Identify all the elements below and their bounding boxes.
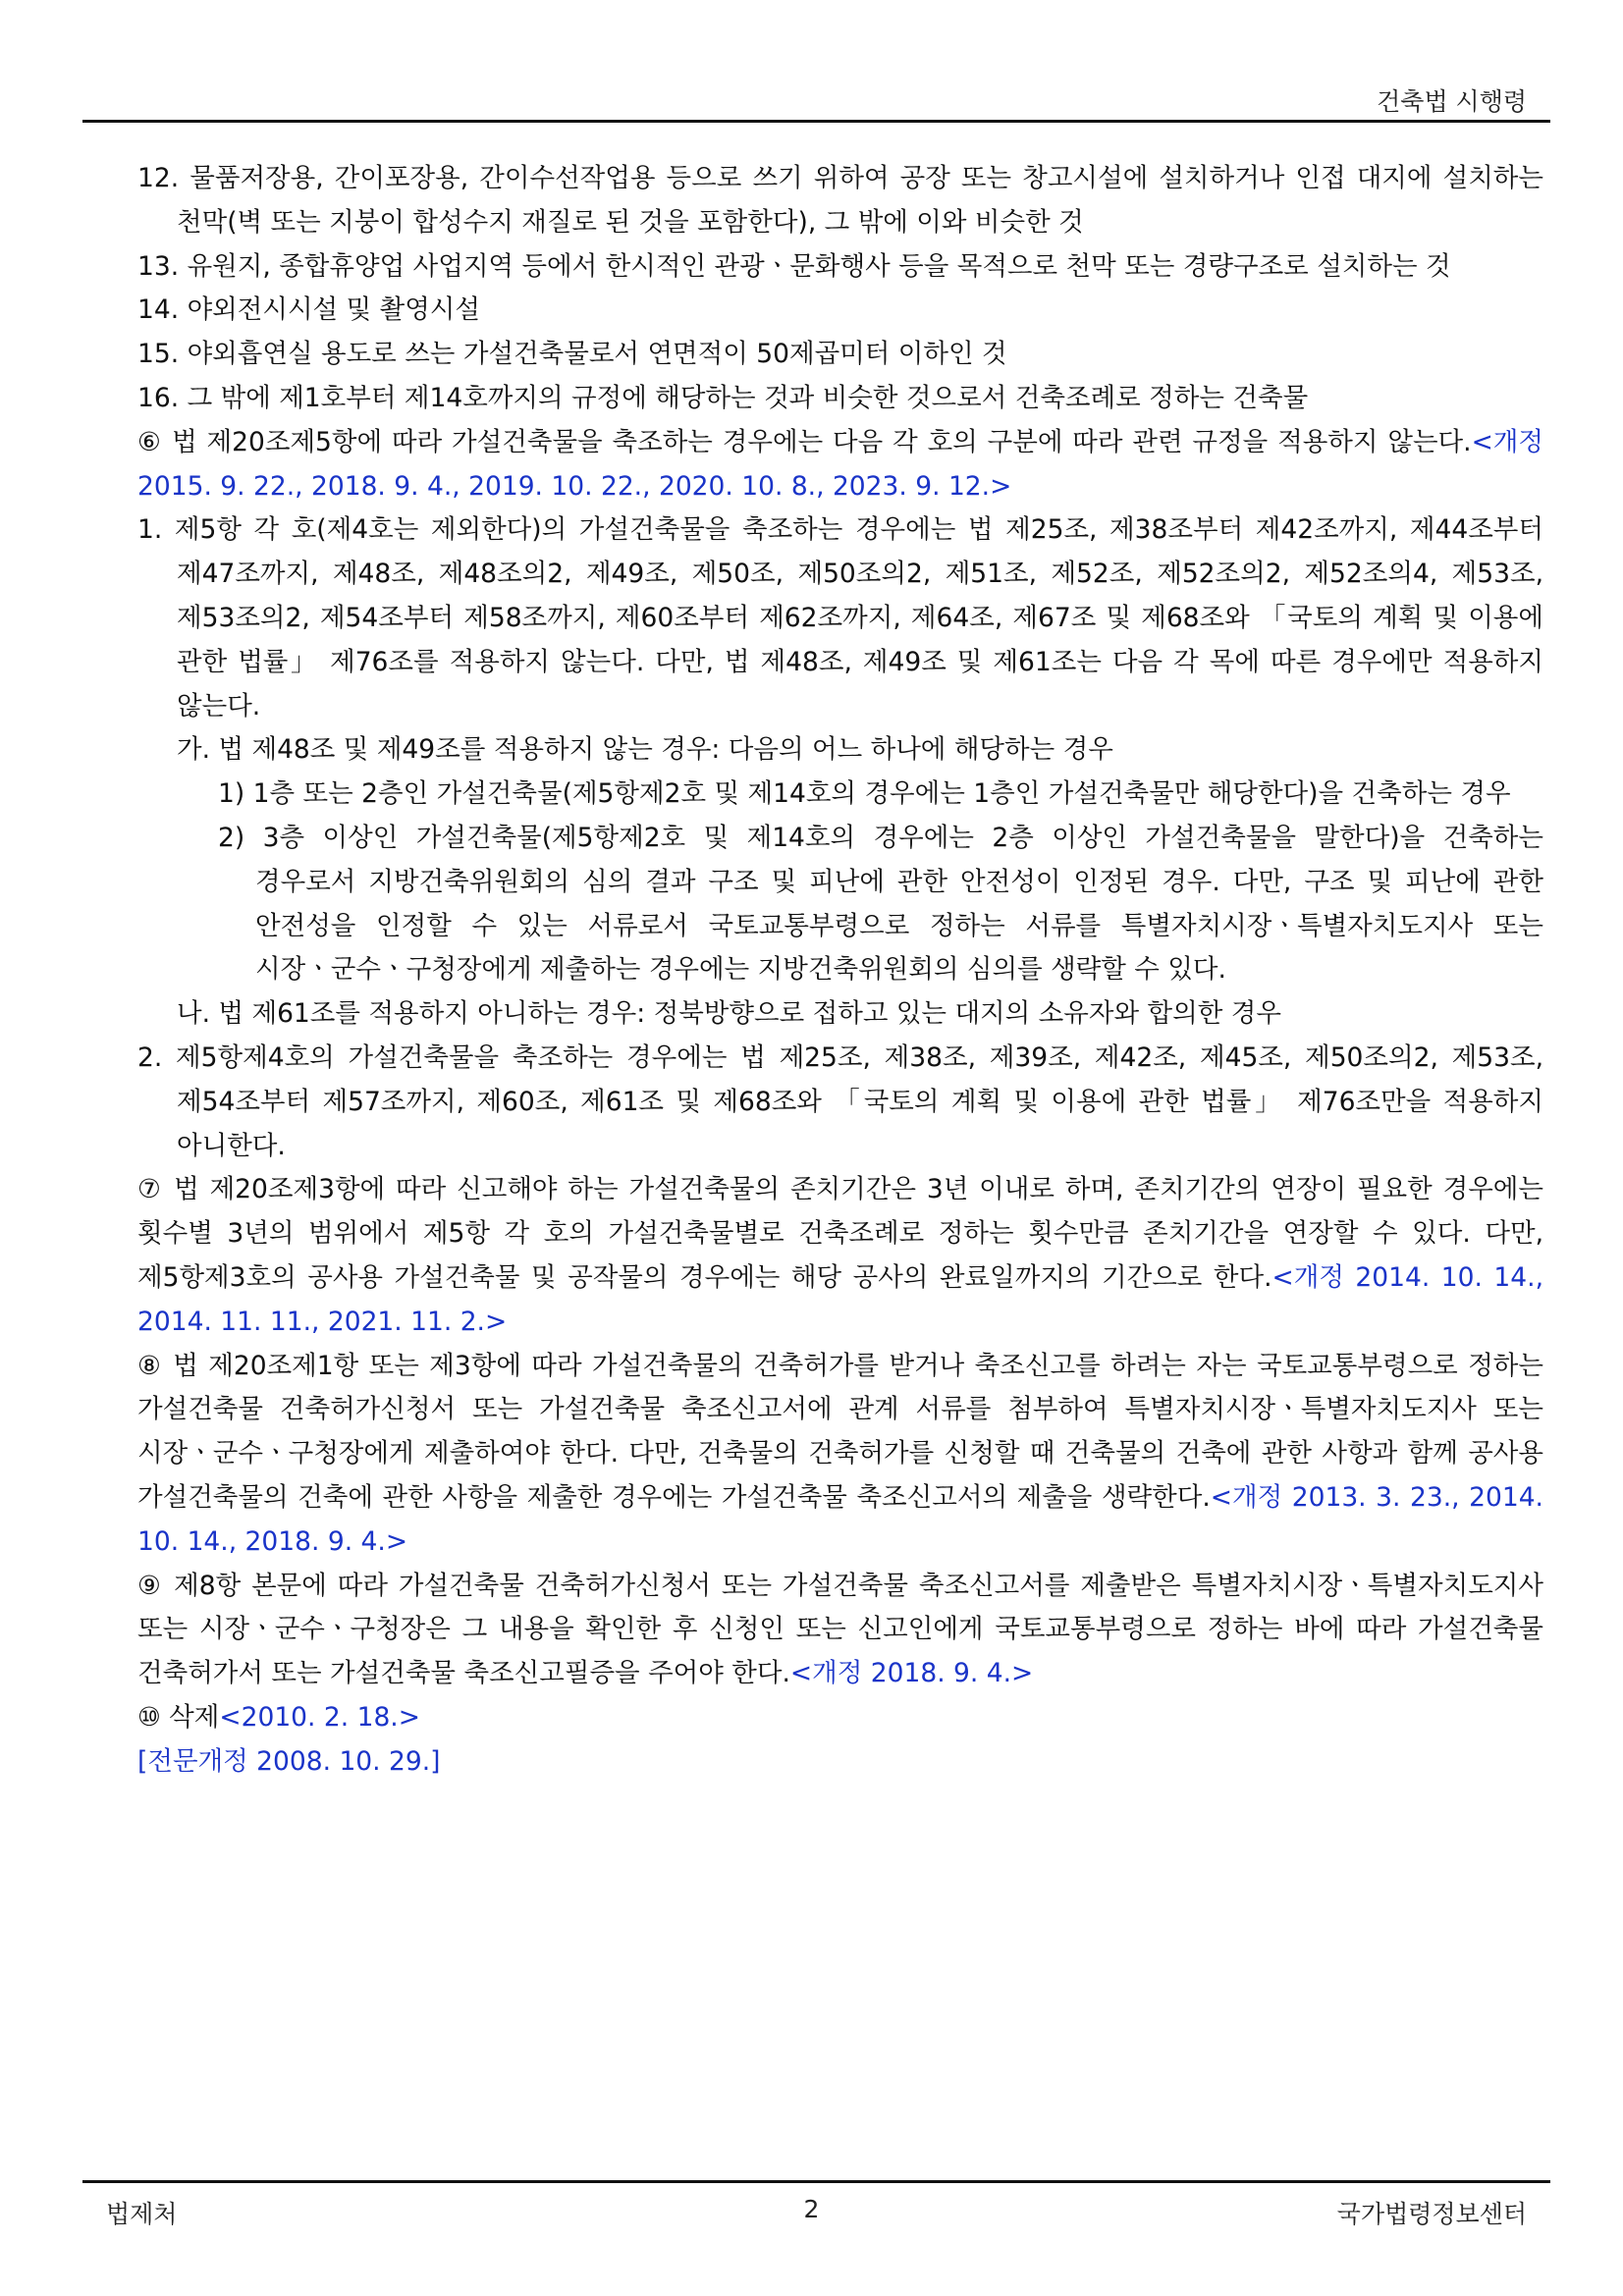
paragraph-text: 나. 법 제61조를 적용하지 아니하는 경우: 정북방향으로 접하고 있는 대지의 소유자와 합의한 경우 [177,998,1281,1030]
paragraph-text: 16. 그 밖에 제1호부터 제14호까지의 규정에 해당하는 것과 비슷한 것으로서 건축조례로 정하는 건축물 [137,382,1309,413]
footer-publisher: 법제처 [106,2200,178,2228]
paragraph-text: 2. 제5항제4호의 가설건축물을 축조하는 경우에는 법 제25조, 제38조, 제39조, 제42조, 제45조, 제50조의2, 제53조, 제54조부터 제57조까지, 제60조, 제61조 및 제68조와 「국토의 계획 및 이용에 관한 법률」 제76조만을 적용하지 아니한다. [137,1041,1543,1161]
clause-6-item-1-ga-2 [137,817,1543,992]
running-header-title: 건축법 시행령 [1377,87,1527,116]
item-14 [137,289,1543,333]
page-number: 2 [803,2195,820,2223]
paragraph-text: ⑨ 제8항 본문에 따라 가설건축물 건축허가신청서 또는 가설건축물 축조신고서를 제출받은 특별자치시장ㆍ특별자치도지사 또는 시장ㆍ군수ㆍ구청장은 그 내용을 확인한 후 신청인 또는 신고인에게 국토교통부령으로 정하는 바에 따라 가설건축물 건축허가서 또는 가설건축물 축조신고필증을 주어야 한다. [137,1570,1543,1689]
paragraph-text: ⑦ 법 제20조제3항에 따라 신고해야 하는 가설건축물의 존치기간은 3년 이내로 하며, 존치기간의 연장이 필요한 경우에는 횟수별 3년의 범위에서 제5항 각 호의 가설건축물별로 건축조례로 정하는 횟수만큼 존치기간을 연장할 수 있다. 다만, 제5항제3호의 공사용 가설건축물 및 공작물의 경우에는 해당 공사의 완료일까지의 기간으로 한다. [137,1174,1543,1293]
clause-8 [137,1345,1543,1565]
clause-6-item-1 [137,508,1543,728]
paragraph-text: 12. 물품저장용, 간이포장용, 간이수선작업용 등으로 쓰기 위하여 공장 또는 창고시설에 설치하거나 인접 대지에 설치하는 천막(벽 또는 지붕이 합성수지 재질로 된 것을 포함한다), 그 밖에 이와 비슷한 것 [137,163,1543,238]
clause-7 [137,1168,1543,1344]
header-rule [82,120,1550,123]
item-16 [137,377,1543,421]
amendment-note: <개정 2014. 10. 14., 2014. 11. 11., 2021. 11. 2.> [137,1261,1543,1337]
footer-rule [82,2180,1550,2183]
amendment-note: [전문개정 2008. 10. 29.] [137,1745,441,1777]
paragraph-text: 13. 유원지, 종합휴양업 사업지역 등에서 한시적인 관광ㆍ문화행사 등을 목적으로 천막 또는 경량구조로 설치하는 것 [137,250,1451,282]
paragraph-text: 14. 야외전시시설 및 촬영시설 [137,294,481,326]
item-15 [137,333,1543,377]
amendment-note: <개정 2018. 9. 4.> [789,1658,1034,1689]
paragraph-text: ⑥ 법 제20조제5항에 따라 가설건축물을 축조하는 경우에는 다음 각 호의 구분에 따라 관련 규정을 적용하지 않는다. [137,426,1472,457]
paragraph-text: 2) 3층 이상인 가설건축물(제5항제2호 및 제14호의 경우에는 2층 이상인 가설건축물을 말한다)을 건축하는 경우로서 지방건축위원회의 심의 결과 구조 및 피난에 관한 안전성이 인정된 경우. 다만, 구조 및 피난에 관한 안전성을 인정할 수 있는 서류로서 국토교통부령으로 정하는 서류를 특별자치시장ㆍ특별자치도지사 또는 시장ㆍ군수ㆍ구청장에게 제출하는 경우에는 지방건축위원회의 심의를 생략할 수 있다. [218,822,1543,986]
clause-6-item-1-subitem-na [137,992,1543,1037]
paragraph-text: 가. 법 제48조 및 제49조를 적용하지 않는 경우: 다음의 어느 하나에 해당하는 경우 [177,734,1113,766]
amendment-note: <개정 2015. 9. 22., 2018. 9. 4., 2019. 10. 22., 2020. 10. 8., 2023. 9. 12.> [137,426,1543,502]
paragraph-text: 15. 야외흡연실 용도로 쓰는 가설건축물로서 연면적이 50제곱미터 이하인 것 [137,339,1007,370]
paragraph-text: 1) 1층 또는 2층인 가설건축물(제5항제2호 및 제14호의 경우에는 1층인 가설건축물만 해당한다)을 건축하는 경우 [218,778,1511,810]
full-revision-note [137,1740,1543,1785]
footer-source: 국가법령정보센터 [1336,2200,1527,2228]
clause-6 [137,421,1543,509]
paragraph-text: 1. 제5항 각 호(제4호는 제외한다)의 가설건축물을 축조하는 경우에는 법 제25조, 제38조부터 제42조까지, 제44조부터 제47조까지, 제48조, 제48조의2, 제49조, 제50조, 제50조의2, 제51조, 제52조, 제52조의2, 제52조의4, 제53조, 제53조의2, 제54조부터 제58조까지, 제60조부터 제62조까지, 제64조, 제67조 및 제68조와 「국토의 계획 및 이용에 관한 법률」 제76조를 적용하지 않는다. 다만, 법 제48조, 제49조 및 제61조는 다음 각 목에 따른 경우에만 적용하지 않는다. [137,514,1543,721]
document-body [137,157,1543,1784]
paragraph-text: ⑩ 삭제 [137,1701,220,1733]
amendment-note: <2010. 2. 18.> [219,1701,420,1733]
item-12 [137,157,1543,245]
clause-6-item-1-subitem-ga [137,728,1543,773]
clause-6-item-2 [137,1037,1543,1168]
amendment-note: <개정 2013. 3. 23., 2014. 10. 14., 2018. 9. 4.> [137,1481,1543,1557]
item-13 [137,245,1543,290]
clause-9 [137,1565,1543,1696]
paragraph-text: ⑧ 법 제20조제1항 또는 제3항에 따라 가설건축물의 건축허가를 받거나 축조신고를 하려는 자는 국토교통부령으로 정하는 가설건축물 건축허가신청서 또는 가설건축물 축조신고서에 관계 서류를 첨부하여 특별자치시장ㆍ특별자치도지사 또는 시장ㆍ군수ㆍ구청장에게 제출하여야 한다. 다만, 건축물의 건축허가를 신청할 때 건축물의 건축에 관한 사항과 함께 공사용 가설건축물의 건축에 관한 사항을 제출한 경우에는 가설건축물 축조신고서의 제출을 생략한다. [137,1350,1543,1513]
clause-6-item-1-ga-1 [137,773,1543,817]
clause-10 [137,1696,1543,1740]
